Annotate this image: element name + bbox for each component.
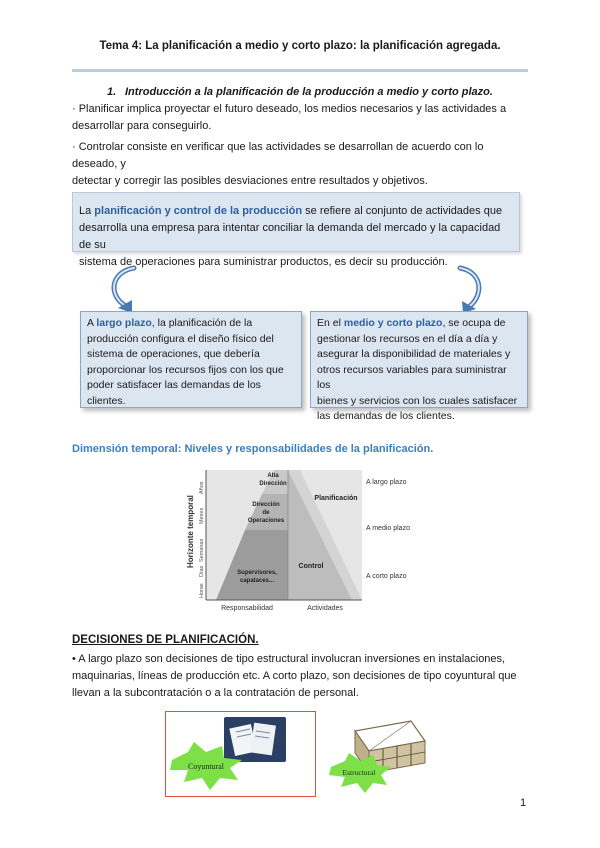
level-direccion-ops-1: Dirección — [252, 502, 280, 508]
y-tick-anos: Años — [199, 481, 205, 494]
intro-paragraph-plan — [72, 101, 528, 135]
section-number: 1. — [107, 86, 117, 98]
curved-arrow-right-icon — [450, 262, 490, 314]
right-label-medio: A medio plazo — [366, 525, 410, 532]
section-heading — [107, 86, 493, 98]
decisions-heading: DECISIONES DE PLANIFICACIÓN. — [72, 634, 259, 646]
definition-line3: sistema de operaciones para suministrar productos, es decir su producción. — [79, 256, 448, 268]
estructural-label: Estructural — [342, 768, 376, 777]
short-term-prefix: En el — [317, 317, 344, 329]
right-label-largo: A largo plazo — [366, 479, 407, 486]
short-term-line4: otros recursos variables para suministrar los — [317, 363, 507, 391]
level-capataces: capataces... — [239, 578, 275, 584]
level-direccion-ops-3: Operaciones — [247, 518, 285, 524]
intro-p2-line2: detectar y corregir las posibles desviaciones entre resultados y objetivos. — [72, 175, 428, 187]
decisions-line2: maquinarias, líneas de producción etc. A corto plazo, son decisiones de tipo coyuntural que — [72, 670, 517, 682]
x-label-responsabilidad: Responsabilidad — [221, 605, 273, 612]
short-term-box — [310, 311, 528, 422]
long-term-prefix: A — [87, 317, 97, 329]
short-term-line6: las demandas de los clientes. — [317, 410, 455, 422]
y-tick-meses: Meses — [199, 507, 205, 524]
diagram-heading: Dimensión temporal: Niveles y responsabilidades de la planificación. — [72, 443, 434, 455]
short-term-line5: bienes y servicios con los cuales satisfacer — [317, 394, 518, 407]
level-alta: Alta — [267, 473, 279, 479]
intro-p1-line2: desarrollar para conseguirlo. — [72, 120, 212, 132]
long-term-line2: producción configura el diseño físico del — [87, 332, 274, 345]
long-term-line1: , la planificación de la — [151, 317, 253, 329]
right-label-corto: A corto plazo — [366, 573, 407, 580]
planning-levels-diagram — [180, 466, 430, 619]
long-term-line5: poder satisfacer las demandas de los — [87, 379, 261, 391]
definition-line2: desarrolla una empresa para intentar conciliar la demanda del mercado y la capacidad de su — [79, 222, 501, 251]
y-tick-dias: Días — [199, 565, 205, 577]
definition-prefix: La — [79, 205, 95, 217]
decisions-line3: llevan a la subcontratación o a la contratación de personal. — [72, 687, 359, 699]
definition-line1: se refiere al conjunto de actividades que — [302, 205, 503, 217]
planificacion-label: Planificación — [314, 495, 358, 502]
decisions-line1: • A largo plazo son decisiones de tipo estructural involucran inversiones en instalaciones, — [72, 653, 506, 665]
control-label: Control — [298, 563, 324, 570]
coyuntural-image — [165, 711, 316, 797]
intro-p1-line1: · Planificar implica proyectar el futuro deseado, los medios necesarios y las actividades a — [72, 103, 507, 115]
short-term-line3: asegurar la disponibilidad de materiales y — [317, 348, 511, 360]
level-supervisores: Supervisores, — [237, 570, 277, 576]
short-term-line1: , se ocupa de — [442, 317, 506, 329]
page-title: Tema 4: La planificación a medio y corto plazo: la planificación agregada. — [99, 40, 501, 52]
definition-box — [72, 192, 520, 268]
x-label-actividades: Actividades — [307, 605, 343, 612]
section-title: Introducción a la planificación de la producción a medio y corto plazo. — [125, 86, 493, 98]
short-term-highlight: medio y corto plazo — [343, 317, 443, 329]
long-term-box — [80, 311, 302, 408]
coyuntural-label: Coyuntural — [188, 762, 224, 771]
level-direccion-ops-2: de — [262, 510, 270, 516]
long-term-highlight: largo plazo — [96, 317, 152, 329]
definition-highlight: planificación y control de la producción — [94, 205, 303, 217]
long-term-line4: proporcionar los recursos fijos con los que — [87, 363, 284, 376]
y-axis-label: Horizonte temporal — [186, 495, 195, 568]
decisions-paragraph — [72, 651, 528, 702]
short-term-line2: gestionar los recursos en el día a día y — [317, 332, 498, 345]
y-tick-horas: Horas — [199, 583, 205, 598]
intro-paragraph-control — [72, 139, 528, 190]
title-divider — [72, 69, 528, 72]
intro-p2-line1: · Controlar consiste en verificar que las actividades se desarrollan de acuerdo con lo deseado, y — [72, 141, 484, 170]
estructural-image — [325, 711, 435, 797]
curved-arrow-left-icon — [104, 262, 148, 314]
long-term-line3: sistema de operaciones, que debería — [87, 348, 260, 360]
y-tick-semanas: Semanas — [199, 538, 205, 562]
long-term-line6: clientes. — [87, 394, 126, 407]
level-direccion: Dirección — [259, 481, 287, 487]
page-number: 1 — [520, 797, 527, 809]
